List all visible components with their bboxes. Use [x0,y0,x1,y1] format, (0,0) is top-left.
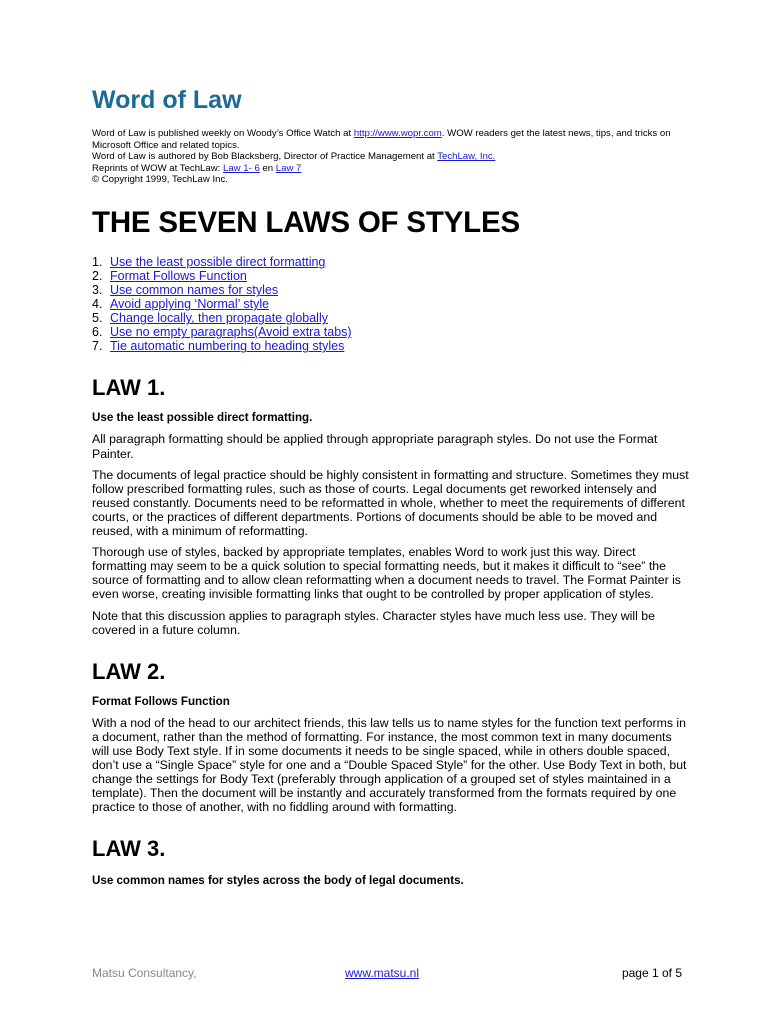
toc-link-law-3[interactable]: Use common names for styles [110,283,279,298]
toc-number: 6. [92,325,103,340]
document-page [92,88,692,895]
toc-item [92,325,692,339]
toc-item [92,339,692,353]
law-2-section [92,658,692,815]
toc-link-law-5[interactable]: Change locally, then propagate globally [110,311,328,326]
law-2-paragraph: With a nod of the head to our architect friends, this law tells us to name styles for the function text performs in a document, rather than the method of formatting. For instance, the most common text in many documents will use Body Text style. If in some documents it needs to be single spaced, while in others double spaced, don’t use a “Single Space” style for one and a “Double Spaced Style” for the other. Use Body Text in both, but change the settings for Body Text (preferably through application of a grouped set of styles maintained in a template). Then the document will be instantly and accurately transformed from the formats required by one practice to those of another, with no fiddling around with formatting. [92,715,687,815]
meta-text: Reprints of WOW at TechLaw: [92,162,223,174]
toc-item [92,297,692,311]
footer-company: Matsu Consultancy, [92,966,197,980]
toc-link-law-6[interactable]: Use no empty paragraphs(Avoid extra tabs) [110,325,352,340]
toc-item [92,283,692,297]
toc-number: 1. [92,255,103,270]
law-1-paragraph: All paragraph formatting should be applied through appropriate paragraph styles. Do not use the Format Painter. [92,432,658,461]
meta-text: Word of Law is published weekly on Woody’s Office Watch at [92,128,354,139]
law-1-heading: LAW 1. [92,375,166,401]
toc-number: 5. [92,311,103,326]
toc-number: 2. [92,269,103,284]
table-of-contents [92,255,692,353]
toc-item [92,269,692,283]
toc-number: 4. [92,297,103,312]
law-1-paragraph: Thorough use of styles, backed by appropriate templates, enables Word to work just this way. Direct formatting may seem to be a quick solution to special formatting needs, but it makes it difficult to “see” the source of formatting and to allow clean reformatting when a document needs to travel. The Format Painter is even worse, creating invisible formatting links that ought to be controlled by proper application of styles. [92,545,681,602]
toc-number: 7. [92,339,103,354]
toc-link-law-4[interactable]: Avoid applying ‘Normal’ style [110,297,270,312]
meta-line-2 [92,151,692,163]
meta-line-3 [92,163,692,175]
law-1-paragraph: The documents of legal practice should be highly consistent in formatting and structure. Sometimes they must follow prescribed formatting rules, such as those of courts. Legal documents get reworked intensely and reused constantly. Documents need to be reformatted in whole, whether to meet the requirements of different courts, or the practices of different departments. Portions of documents should be able to be moved and reused, with a minimum of reformatting. [92,467,689,539]
copyright: © Copyright 1999, TechLaw Inc. [92,174,228,186]
law-1-paragraph: Note that this discussion applies to paragraph styles. Character styles have much less use. They will be covered in a future column. [92,608,655,637]
toc-item [92,255,692,269]
footer-website-link[interactable]: www.matsu.nl [345,966,420,980]
toc-number: 3. [92,283,103,298]
toc-link-law-2[interactable]: Format Follows Function [110,269,247,284]
footer-page-number: page 1 of 5 [621,966,682,980]
law-7-link[interactable]: Law 7 [275,162,302,174]
meta-line-1 [92,128,692,151]
techlaw-link[interactable]: TechLaw, Inc. [437,151,496,163]
main-title: THE SEVEN LAWS OF STYLES [92,205,520,239]
page-footer [92,966,682,982]
law-1-subheading: Use the least possible direct formatting. [92,411,313,425]
toc-link-law-7[interactable]: Tie automatic numbering to heading styles [110,339,345,354]
law-1-6-link[interactable]: Law 1- 6 [222,162,260,174]
law-1-section [92,377,692,636]
wopr-link[interactable]: http://www.wopr.com [353,128,442,139]
law-3-heading: LAW 3. [92,836,166,862]
law-2-heading: LAW 2. [92,658,166,684]
meta-text: Word of Law is authored by Bob Blacksberg, Director of Practice Management at [92,151,438,163]
law-3-subheading: Use common names for styles across the body of legal documents. [92,874,464,888]
meta-text: en [259,162,276,174]
meta-text: . WOW readers get the latest news, tips, and tricks on Microsoft Office and related topics. [92,128,671,151]
law-2-subheading: Format Follows Function [92,694,230,708]
law-3-section [92,838,692,888]
toc-link-law-1[interactable]: Use the least possible direct formatting [110,255,326,270]
toc-item [92,311,692,325]
publication-info [92,128,692,186]
doc-title: Word of Law [92,86,242,114]
